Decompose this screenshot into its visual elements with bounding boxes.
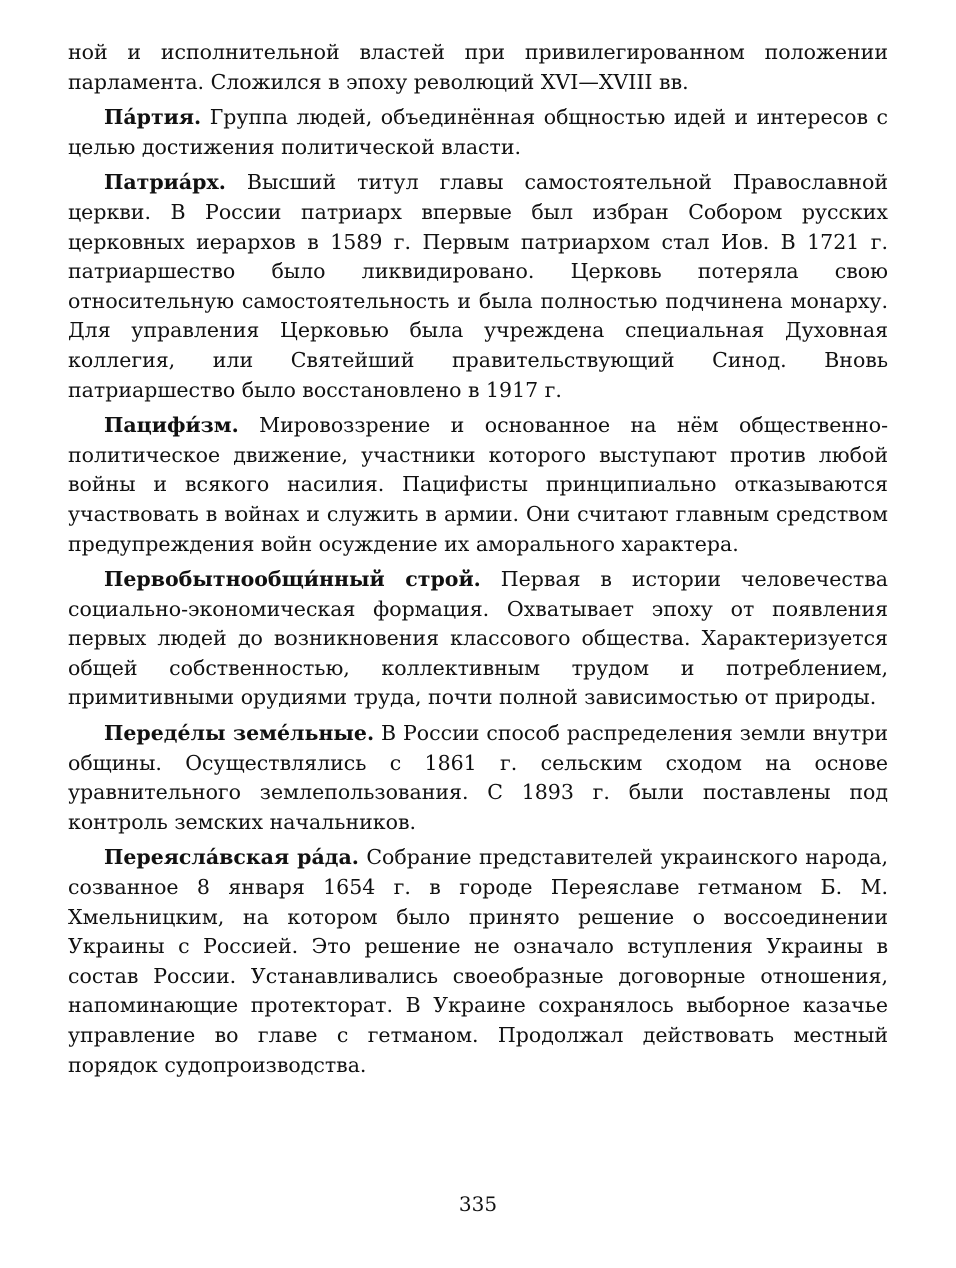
entry-term: Первобытнообщи́нный строй. (104, 567, 481, 592)
entry-term: Пацифи́зм. (104, 413, 239, 438)
entry-definition: В России способ распределения земли внутри общины. Осуществлялись с 1861 г. сельским сходом на основе уравнительного землепользования. С 1893 г. были поставлены под контроль земских начальников. (68, 721, 888, 834)
entry-definition: Собрание представителей украинского народа, созванное 8 января 1654 г. в городе Переяславе гетманом Б. М. Хмельницким, на котором было принято решение о воссоединении Украины с Россией. Это решение не означало вступления Украины в состав России. Устанавливались своеобразные договорные отношения, напоминающие протекторат. В Украине сохранялось выборное казачье управление во главе с гетманом. Продолжал действовать местный порядок судопроизводства. (68, 845, 888, 1077)
entry-definition: Группа людей, объединённая общностью идей и интересов с целью достижения политической власти. (68, 105, 888, 159)
entry-partiya (68, 103, 888, 162)
entry-term: Переясла́вская ра́да. (104, 845, 359, 870)
entry-definition: Мировоззрение и основанное на нём общественно-политическое движение, участники которого выступают против любой войны и всякого насилия. Пацифисты принципиально отказываются участвовать в войнах и служить в армии. Они считают главным средством предупреждения войн осуждение их аморального характера. (68, 413, 888, 556)
entry-patsifizm (68, 411, 888, 559)
entry-term: Переде́лы земе́льные. (104, 721, 375, 746)
entry-patriarkh (68, 168, 888, 405)
entry-definition: Первая в истории человечества социально-экономическая формация. Охватывает эпоху от появления первых людей до возникновения классового общества. Характеризуется общей собственностью, коллективным трудом и потреблением, примитивными орудиями труда, почти полной зависимостью от природы. (68, 567, 888, 710)
continuation-paragraph: ной и исполнительной властей при привилегированном положении парламента. Сложился в эпоху революций XVI—XVIII вв. (68, 40, 888, 94)
page-number: 335 (458, 1192, 498, 1216)
entry-term: Патриа́рх. (104, 170, 226, 195)
entry-definition: Высший титул главы самостоятельной Православной церкви. В России патриарх впервые был избран Собором русских церковных иерархов в 1589 г. Первым патриархом стал Иов. В 1721 г. патриаршество было ликвидировано. Церковь потеряла свою относительную самостоятельность и была полностью подчинена монарху. Для управления Церковью была учреждена специальная Духовная коллегия, или Святейший правительствующий Синод. Вновь патриаршество было восстановлено в 1917 г. (68, 170, 888, 402)
entry-term: Па́ртия. (104, 105, 202, 130)
entry-pervobytnoobshchinny-stroy (68, 565, 888, 713)
page-body (68, 38, 888, 1086)
entry-peredely-zemelnye (68, 719, 888, 837)
entry-pereyaslavskaya-rada (68, 843, 888, 1080)
